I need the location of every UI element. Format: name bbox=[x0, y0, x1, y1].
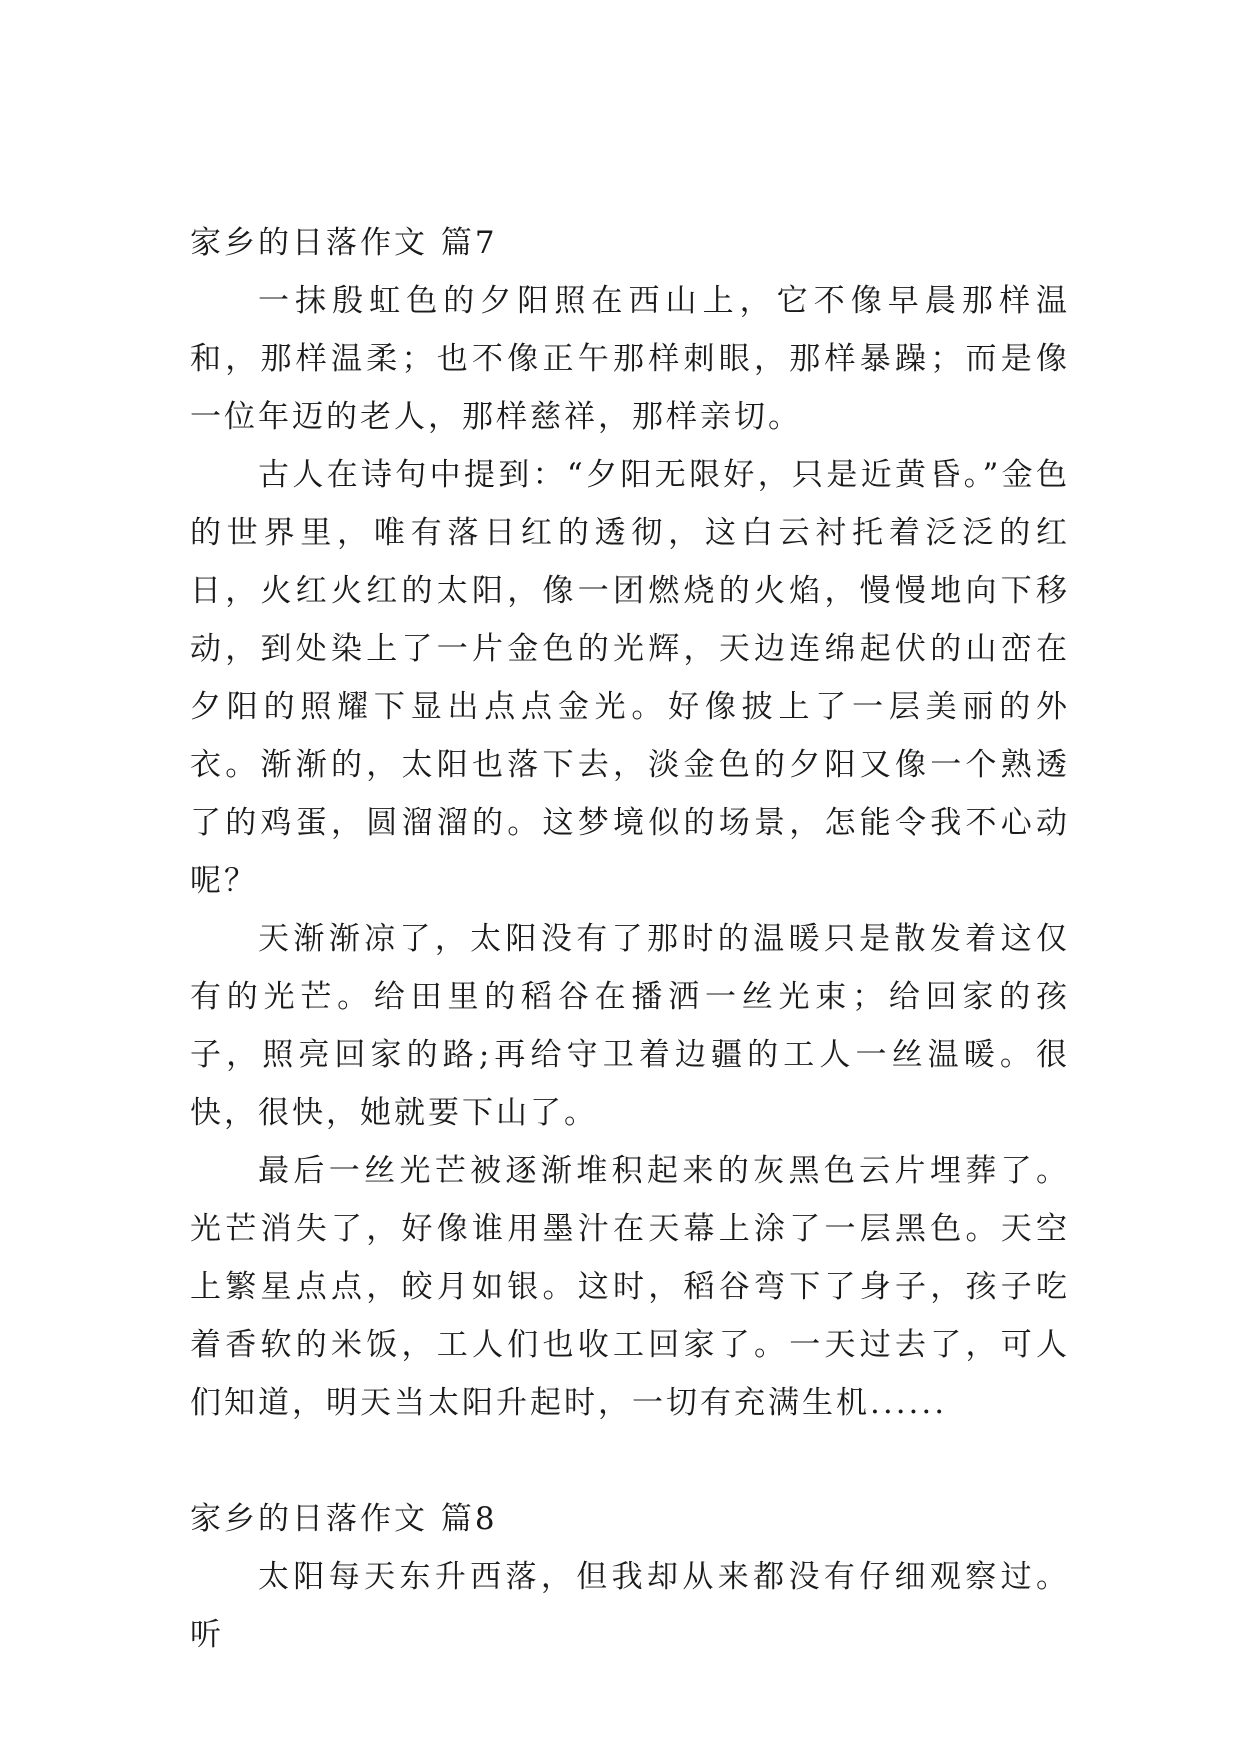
section-title: 家乡的日落作文 篇8 bbox=[190, 1501, 498, 1537]
paragraph: 天渐渐凉了，太阳没有了那时的温暖只是散发着这仅有的光芒。给田里的稻谷在播洒一丝光束；给回家的孩子，照亮回家的路;再给守卫着边疆的工人一丝温暖。很快，很快，她就要下山了。 bbox=[190, 921, 1070, 1131]
paragraph: 太阳每天东升西落，但我却从来都没有仔细观察过。听 bbox=[190, 1559, 1070, 1653]
paragraph: 一抹殷虹色的夕阳照在西山上，它不像早晨那样温和，那样温柔；也不像正午那样刺眼，那样暴躁；而是像一位年迈的老人，那样慈祥，那样亲切。 bbox=[190, 283, 1070, 435]
paragraph: 古人在诗句中提到：“夕阳无限好，只是近黄昏。”金色的世界里，唯有落日红的透彻，这白云衬托着泛泛的红日，火红火红的太阳，像一团燃烧的火焰，慢慢地向下移动，到处染上了一片金色的光辉，天边连绵起伏的山峦在夕阳的照耀下显出点点金光。好像披上了一层美丽的外衣。渐渐的，太阳也落下去，淡金色的夕阳又像一个熟透了的鸡蛋，圆溜溜的。这梦境似的场景，怎能令我不心动呢？ bbox=[190, 457, 1070, 899]
section-title: 家乡的日落作文 篇7 bbox=[190, 225, 498, 261]
essay-section-7 bbox=[190, 214, 1070, 1432]
essay-section-8 bbox=[190, 1490, 1070, 1664]
paragraph: 最后一丝光芒被逐渐堆积起来的灰黑色云片埋葬了。光芒消失了，好像谁用墨汁在天幕上涂了一层黑色。天空上繁星点点，皎月如银。这时，稻谷弯下了身子，孩子吃着香软的米饭，工人们也收工回家了。一天过去了，可人们知道，明天当太阳升起时，一切有充满生机...... bbox=[190, 1153, 1070, 1421]
document-body bbox=[190, 214, 1070, 1664]
